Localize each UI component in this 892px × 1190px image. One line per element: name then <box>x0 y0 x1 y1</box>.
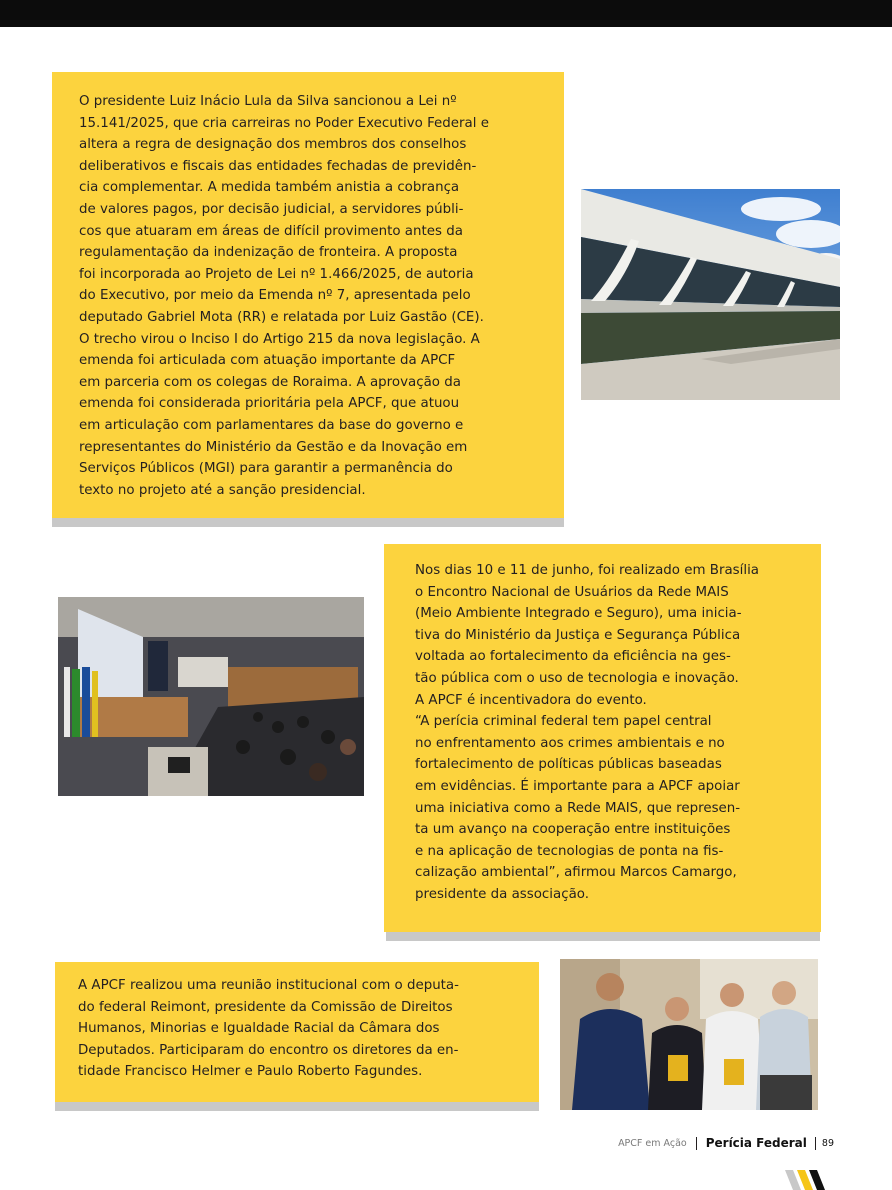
article-text: A APCF realizou uma reunião institucional com o deputa- do federal Reimont, presidente da Comissão de Direitos Humanos, Minorias e Igualdade Racial da Câmara dos Deputados. Participaram do encontro os diretores da en- tidade Francisco Helmer e Paulo Roberto Fagundes. <box>78 978 459 1080</box>
article-text: Nos dias 10 e 11 de junho, foi realizado em Brasília o Encontro Nacional de Usuários da Rede MAIS (Meio Ambiente Integrado e Seguro), uma inicia- tiva do Ministério da Justiça e Segurança Pública voltada ao fortalecimento da eficiência na ges- tão pública com o uso de tecnologia e inovação. A APCF é incentivadora do evento. “A perícia criminal federal tem papel central no enfrentamento aos crimes ambientais e no fortalecimento de políticas públicas baseadas em evidências. É importante para a APCF apoiar uma iniciativa como a Rede MAIS, que represen- ta um avanço na cooperação entre instituições e na aplicação de tecnologias de ponta na fis- calização ambiental”, afirmou Marcos Camargo, presidente da associação. <box>415 563 760 902</box>
footer-magazine-title: Perícia Federal <box>705 1136 807 1150</box>
photo-group-meeting <box>560 959 818 1110</box>
footer-section: APCF em Ação <box>618 1137 687 1149</box>
page-number: 89 <box>821 1137 834 1149</box>
article-card-rede-mais <box>384 544 821 932</box>
top-bar <box>0 0 892 27</box>
card-shadow <box>55 1102 539 1111</box>
page-footer <box>618 1135 834 1151</box>
magazine-logo-icon <box>783 1170 833 1190</box>
card-shadow <box>52 518 564 527</box>
footer-divider <box>696 1137 697 1150</box>
photo-conference-auditorium <box>58 597 364 796</box>
article-text: O presidente Luiz Inácio Lula da Silva sancionou a Lei nº 15.141/2025, que cria carreiras no Poder Executivo Federal e altera a regra de designação dos membros dos conselhos deliberativos e fiscais das entidades fechadas de previdên- cia complementar. A medida também anistia a cobrança de valores pagos, por decisão judicial, a servidores públi- cos que atuaram em áreas de difícil provimento antes da regulamentação da indenização de fronteira. A proposta foi incorporada ao Projeto de Lei nº 1.466/2025, de autoria do Executivo, por meio da Emenda nº 7, apresentada pelo deputado Gabriel Mota (RR) e relatada por Luiz Gastão (CE). O trecho virou o Inciso I do Artigo 215 da nova legislação. A emenda foi articulada com atuação importante da APCF em parceria com os colegas de Roraima. A aprovação da emenda foi considerada prioritária pela APCF, que atuou em articulação com parlamentares da base do governo e representantes do Ministério da Gestão e da Inovação em Serviços Públicos (MGI) para garantir a permanência do texto no projeto até a sanção presidencial. <box>79 94 489 498</box>
footer-divider <box>815 1137 816 1150</box>
article-card-law <box>52 72 564 518</box>
photo-planalto-palace <box>581 189 840 400</box>
article-card-meeting <box>55 962 539 1102</box>
card-shadow <box>386 932 820 941</box>
